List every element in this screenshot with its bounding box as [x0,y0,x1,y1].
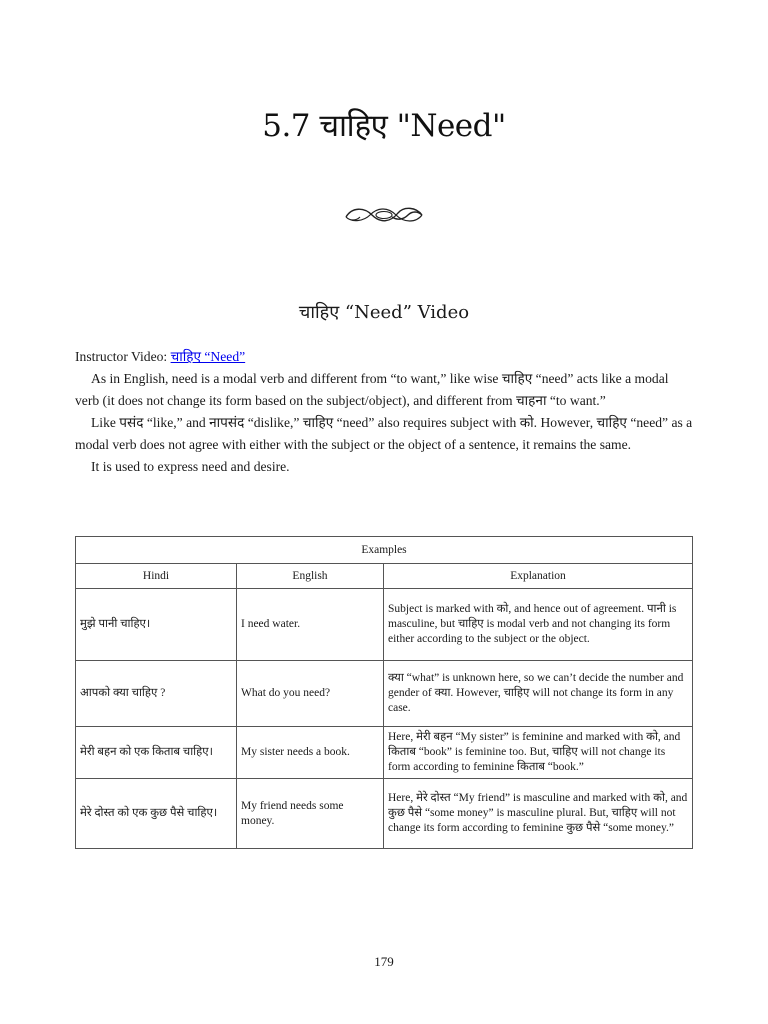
instructor-video-link[interactable]: चाहिए “Need” [170,349,246,364]
table-row [76,589,693,661]
page-title: 5.7 चाहिए "Need" [262,108,506,144]
column-header-explanation: Explanation [384,564,693,589]
table-row [76,661,693,727]
column-header-english: English [237,564,384,589]
explanation-cell: क्या “what” is unknown here, so we can’t decide the number and gender of क्या. However, चाहिए will not change its form in any case. [384,661,693,727]
page-number: 179 [374,954,394,969]
flourish-ornament-icon [342,203,426,227]
column-header-hindi: Hindi [76,564,237,589]
body-text [75,346,695,478]
examples-table [75,536,693,849]
explanation-cell: Subject is marked with को, and hence out of agreement. पानी is masculine, but चाहिए is modal verb and not changing its form either according to the subject or the object. [384,589,693,661]
table-caption: Examples [76,537,693,564]
section-heading: चाहिए “Need” Video [298,302,470,323]
table-caption-row [76,537,693,564]
hindi-cell: मेरी बहन को एक किताब चाहिए। [76,727,237,779]
english-cell: My sister needs a book. [237,727,384,779]
explanation-cell: Here, मेरी बहन “My sister” is feminine and marked with को, and किताब “book” is feminine too. But, चाहिए will not change its form according to feminine किताब “book.” [384,727,693,779]
paragraph: Like पसंद “like,” and नापसंद “dislike,” चाहिए “need” also requires subject with को. However, चाहिए “need” as a modal verb does not agree with either with the subject or the object of a sentence, it remains the same. [75,415,693,452]
hindi-cell: मेरे दोस्त को एक कुछ पैसे चाहिए। [76,779,237,849]
english-cell: What do you need? [237,661,384,727]
hindi-cell: मुझे पानी चाहिए। [76,589,237,661]
instructor-video-line [75,346,695,368]
english-cell: My friend needs some money. [237,779,384,849]
explanation-cell: Here, मेरे दोस्त “My friend” is masculine and marked with को, and कुछ पैसे “some money” is masculine plural. But, चाहिए will not change its form according to feminine कुछ पैसे “some money.” [384,779,693,849]
instructor-video-label: Instructor Video: [75,349,168,364]
table-row [76,727,693,779]
paragraph: As in English, need is a modal verb and different from “to want,” like wise चाहिए “need” acts like a modal verb (it does not change its form based on the subject/object), and different from चाहना “to want.” [75,371,669,408]
paragraph: It is used to express need and desire. [91,459,290,474]
hindi-cell: आपको क्या चाहिए ? [76,661,237,727]
english-cell: I need water. [237,589,384,661]
table-row [76,779,693,849]
table-header-row [76,564,693,589]
